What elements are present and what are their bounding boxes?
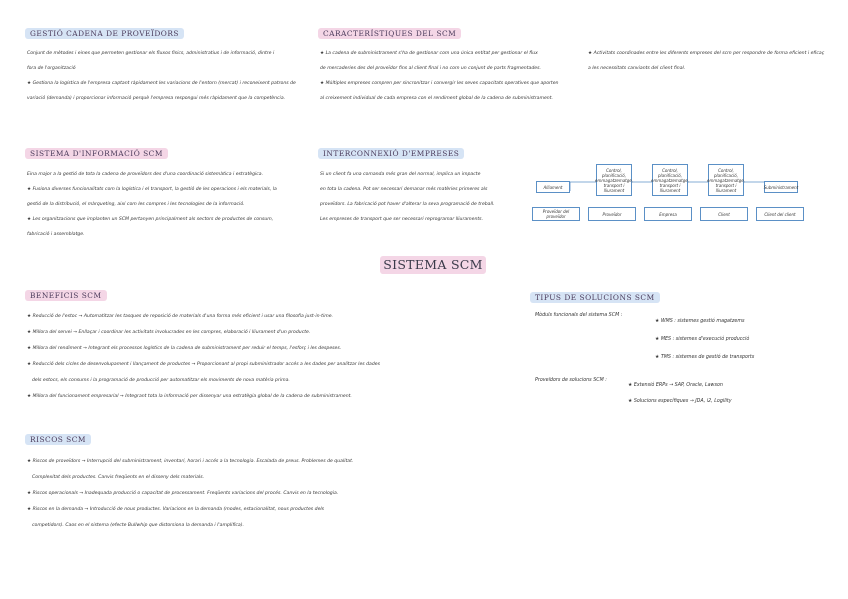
sistema-info-line: gestió de la distribució, el màrqueting, així com les compres i les tecnologies de la informació. [27, 202, 245, 207]
gestio-text [27, 46, 312, 106]
interconnexio-line: proveïdors. La fabricació pot haver d'alterar la seva programació de treball. [320, 202, 495, 207]
heading-caracteristiques: CARACTERÍSTIQUES DEL SCM [318, 28, 461, 39]
heading-interconnexio: INTERCONNEXIÓ D'EMPRESES [318, 148, 464, 159]
gestio-line: fora de l'organització [27, 66, 76, 71]
diagram-top-box: Control, planificació, emmagatzematge, transport i lliurament [708, 164, 744, 196]
sistema-info-line: Eina major a la gestió de tota la cadena de proveïdors des d'una coordinació sistemàtica i estratègica. [27, 172, 264, 177]
gestio-line: ★ Gestiona la logística de l'empresa captant ràpidament les variacions de l'entorn (mercat) i reconeixent patrons de [27, 81, 296, 86]
heading-riscos: RISCOS SCM [25, 434, 91, 445]
proveidors-label: Proveïdors de solucions SCM : [535, 378, 607, 383]
beneficis-line: ★ Millora del rendiment → Integrant els processos logístics de la cadena de subministrament per reduir el temps, l'esforç i les despeses. [27, 346, 342, 351]
riscos-line: ★ Riscos en la demanda → Introducció de nous productes. Variacions en la demanda (modes, estacionalitat, nous productes dels [27, 507, 325, 512]
gestio-line: Conjunt de mètodes i eines que permeten gestionar els fluxos físics, administratius i de informació, dintre i [27, 51, 275, 56]
caracteristiques-text-left [320, 46, 582, 106]
sistema-info-line: ★ Les organitzacions que implanten un SCM pertanyen principalment als sectors de productes de consum, [27, 217, 274, 222]
beneficis-line: ★ Millora del servei → Enllaçar i coordinar les activitats involucrades en les compres, elaboració i lliurament d'un producte. [27, 330, 311, 335]
riscos-line: competidors). Caos en el sistema (efecte Bullwhip que distorsiona la demanda i l'amplifica). [32, 523, 244, 528]
proveidor-item: ★ Solucions específiques → JDA, i2, Logility [628, 399, 732, 404]
proveidor-item: ★ Extensió ERPs → SAP, Oracle, Lawson [628, 383, 723, 388]
diagram-top-box: Control, planificació, emmagatzematge, transport i lliurament [596, 164, 632, 196]
riscos-line: ★ Riscos de proveïdors → Interrupció del subministrament, inventari, horari i accés a la tecnologia. Escalada de preus. Problemes de qualitat. [27, 459, 354, 464]
main-title: SISTEMA SCM [380, 256, 486, 274]
gestio-line: variació (demanda) i proporcionar informació perquè l'empresa respongui més ràpidament que la competència. [27, 96, 286, 101]
modul-item: ★ TMS : sistemes de gestió de transports [655, 355, 755, 360]
interconnexio-line: en tota la cadena. Pot ser necessari demanar més matèries primeres als [320, 187, 488, 192]
beneficis-line: ★ Reducció de l'estoc → Automatitzar les tasques de reposició de materials d'una forma més eficient i usar una filosofia just-in-time. [27, 314, 334, 319]
caracteristiques-line: a les necessitats canviants del client final. [588, 66, 686, 71]
diagram-bottom-box: Proveïdor del proveïdor [532, 207, 580, 221]
caracteristiques-text-right [588, 46, 840, 76]
caracteristiques-line: ★ Activitats coordinades entre les diferents empreses del scm per respondre de forma eficient i eficaç [588, 51, 825, 56]
caracteristiques-line: ★ La cadena de subministrament s'ha de gestionar com una única entitat per gestionar el flux [320, 51, 538, 56]
modul-item: ★ MES : sistemes d'execució producció [655, 337, 750, 342]
heading-tipus: TIPUS DE SOLUCIONS SCM [530, 292, 660, 303]
riscos-line: ★ Riscos operacionals → Inadequada producció o capacitat de processament. Freqüents variacions del procés. Canvis en la tecnologia. [27, 491, 339, 496]
interconnexio-line: Les empreses de transport que ser necessari reprogramar lliuraments. [320, 217, 484, 222]
diagram-bottom-box: Empresa [644, 207, 692, 221]
heading-sistema-informacio: SISTEMA D'INFORMACIÓ SCM [25, 148, 168, 159]
sistema-info-text [27, 167, 307, 242]
interconnexio-text [320, 167, 520, 227]
caracteristiques-line: ★ Múltiples empreses compren per sincronitzar i convergir les seves capacitats operatives que aporten [320, 81, 559, 86]
riscos-line: Complexitat dels productes. Canvis freqüents en el disseny dels materials. [32, 475, 205, 480]
beneficis-line: ★ Reducció dels cicles de desenvolupament i llançament de productes → Proporcionant al propi subministrador accés a les dades per analitzar les dades [27, 362, 381, 367]
modul-item: ★ WMS : sistemes gestió magatzems [655, 319, 745, 324]
interconnexio-line: Si un client fa una comanda més gran del normal, implica un impacte [320, 172, 481, 177]
sistema-info-line: ★ Fusiona diverses funcionalitats com la logística i el transport, la gestió de les operacions i els materials, la [27, 187, 277, 192]
proveidors-list [628, 378, 732, 410]
caracteristiques-line: al creixement individual de cada empresa con el rendiment global de la cadena de subministrament. [320, 96, 553, 101]
diagram-top-box: Control, planificació, emmagatzematge, transport i lliurament [652, 164, 688, 196]
moduls-label: Mòduls funcionals del sistema SCM : [535, 313, 623, 318]
heading-gestio: GESTIÓ CADENA DE PROVEÏDORS [25, 28, 184, 39]
caracteristiques-line: de mercaderies des del proveïdor fins al client final i no com un conjunt de parts fragmentades. [320, 66, 541, 71]
sistema-info-line: fabricació i assemblatge. [27, 232, 85, 237]
heading-beneficis: BENEFICIS SCM [25, 290, 107, 301]
riscos-text [27, 454, 457, 534]
diagram-top-box: Subministrament [764, 181, 798, 193]
diagram-bottom-box: Client del client [756, 207, 804, 221]
diagram-top-box: Alliament [536, 181, 570, 193]
diagram-bottom-box: Client [700, 207, 748, 221]
beneficis-text [27, 309, 447, 405]
diagram-bottom-box: Proveïdor [588, 207, 636, 221]
beneficis-line: ★ Millora del funcionament empresarial → Integrant tota la informació per dissenyar una estratègia global de la cadena de subministrament. [27, 394, 352, 399]
moduls-list [655, 313, 754, 367]
beneficis-line: dels estocs, els consums i la programació de producció per automatitzar els moviments de nova matèria prima. [32, 378, 290, 383]
